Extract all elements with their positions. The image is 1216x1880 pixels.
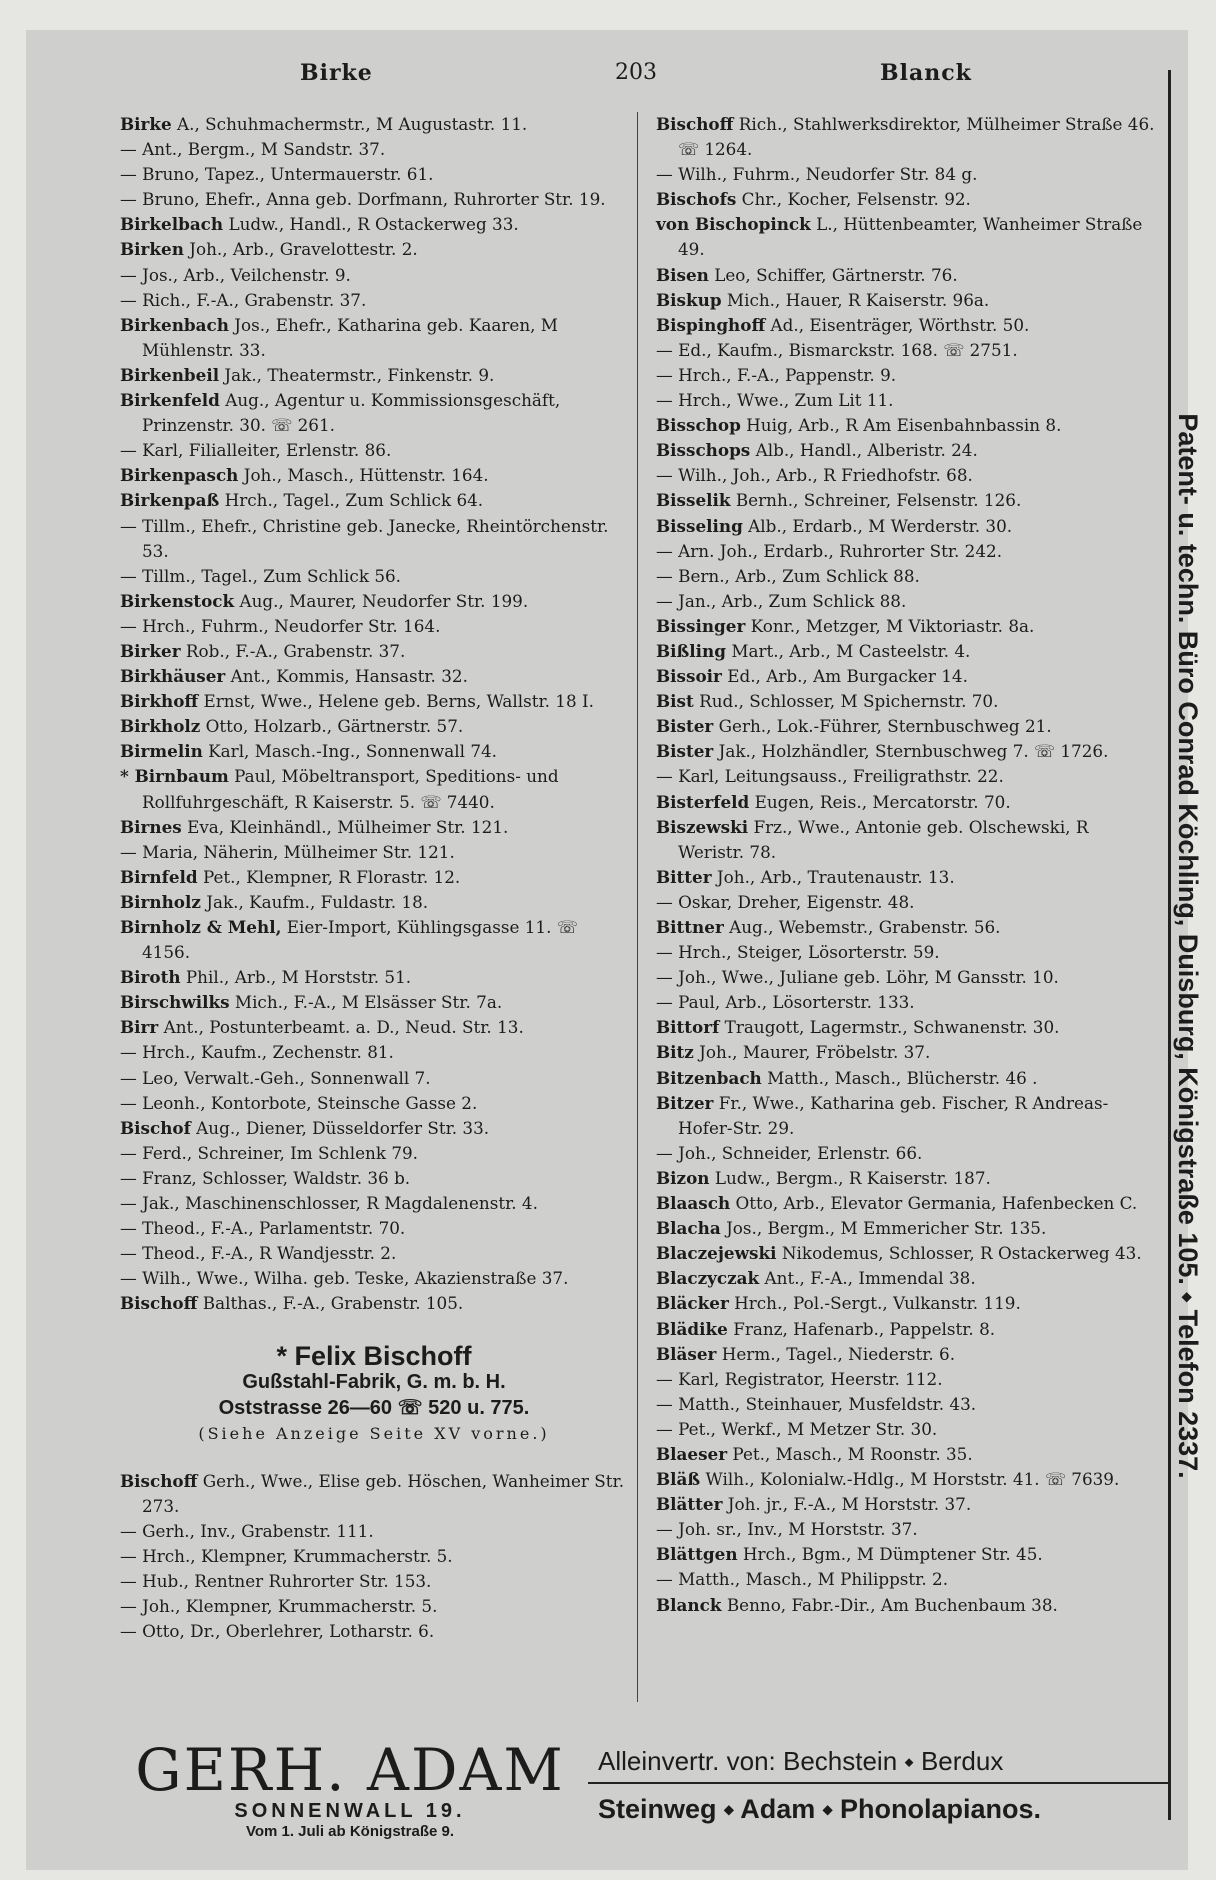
directory-entry (656, 388, 1156, 413)
column-divider (637, 112, 638, 1702)
left-column (120, 112, 628, 1644)
entry-details: — Bruno, Tapez., Untermauerstr. 61. (120, 164, 434, 185)
entry-details: Leo, Schiffer, Gärtnerstr. 76. (708, 264, 958, 285)
entry-details: — Otto, Dr., Oberlehrer, Lotharstr. 6. (120, 1621, 435, 1642)
entry-details: — Leonh., Kontorbote, Steinsche Gasse 2. (120, 1092, 478, 1113)
entry-surname: Birkelbach (120, 214, 224, 235)
entry-surname: Bizon (656, 1167, 710, 1188)
entry-details: — Ant., Bergm., M Sandstr. 37. (120, 139, 386, 160)
entry-details: Paul, Möbeltransport, Speditions- und Rollfuhrgeschäft, R Kaiserstr. 5. ☏ 7440. (142, 766, 559, 812)
directory-entry (656, 1040, 1156, 1065)
entry-details: — Leo, Verwalt.-Geh., Sonnenwall 7. (120, 1067, 431, 1088)
directory-entry (656, 463, 1156, 488)
entry-details: — Joh. sr., Inv., M Horststr. 37. (656, 1519, 918, 1540)
footer-advert (120, 1736, 1160, 1850)
entry-details: Hrch., Bgm., M Dümptener Str. 45. (737, 1544, 1043, 1565)
entry-details: — Hrch., Steiger, Lösorterstr. 59. (656, 942, 940, 963)
entry-details: Mich., F.-A., M Elsässer Str. 7a. (229, 992, 503, 1013)
entry-details: Alb., Handl., Alberistr. 24. (750, 440, 978, 461)
entry-details: Jos., Bergm., M Emmericher Str. 135. (720, 1218, 1047, 1239)
entry-surname: Bisseling (656, 515, 743, 536)
directory-entry (120, 589, 628, 614)
entry-details: Matth., Masch., Blücherstr. 46 . (761, 1067, 1038, 1088)
directory-entry (656, 890, 1156, 915)
advert-name: * Felix Bischoff (276, 1340, 472, 1371)
entry-surname: Bister (656, 716, 714, 737)
footer-address: SONNENWALL 19. (234, 1800, 466, 1822)
directory-entry (656, 1317, 1156, 1342)
directory-entry (120, 815, 628, 840)
entry-surname: Birnholz & Mehl, (120, 917, 282, 937)
entry-surname: Birnes (120, 816, 182, 837)
advert-line4: (Siehe Anzeige Seite XV vorne.) (198, 1423, 550, 1443)
directory-entry (120, 1594, 628, 1619)
entry-details: Benno, Fabr.-Dir., Am Buchenbaum 38. (721, 1594, 1058, 1615)
entry-surname: Biszewski (656, 816, 749, 837)
directory-entry (120, 865, 628, 890)
entry-details: Joh., Arb., Gravelottestr. 2. (183, 239, 418, 260)
directory-entry (120, 564, 628, 589)
directory-entry (656, 514, 1156, 539)
directory-entry (120, 965, 628, 990)
entry-surname: Bischoff (120, 1293, 198, 1314)
entry-details: Joh., Masch., Hüttenstr. 164. (238, 465, 489, 486)
footer-left (120, 1736, 580, 1840)
entry-surname: Bißling (656, 640, 726, 661)
directory-entry (656, 263, 1156, 288)
entry-surname: Bitzer (656, 1092, 714, 1113)
directory-entry (656, 664, 1156, 689)
entry-details: Phil., Arb., M Horststr. 51. (180, 967, 412, 988)
entry-details: — Tillm., Tagel., Zum Schlick 56. (120, 565, 402, 586)
entry-details: — Wilh., Joh., Arb., R Friedhofstr. 68. (656, 465, 973, 486)
entry-surname: Blädike (656, 1318, 728, 1339)
directory-entry (656, 1442, 1156, 1467)
directory-entry (656, 1291, 1156, 1316)
right-column (656, 112, 1156, 1618)
entry-details: Mich., Hauer, R Kaiserstr. 96a. (721, 289, 990, 310)
directory-entry (120, 237, 628, 262)
entry-details: Wilh., Kolonialw.-Hdlg., M Horststr. 41. ☏ 7639. (700, 1469, 1120, 1490)
directory-entry (120, 1241, 628, 1266)
directory-entry (656, 1417, 1156, 1442)
entry-details: Bernh., Schreiner, Felsenstr. 126. (730, 490, 1022, 511)
directory-entry (120, 1141, 628, 1166)
footer-company: GERH. ADAM (135, 1736, 565, 1804)
directory-entry (120, 915, 628, 965)
entry-details: Joh., Arb., Trautenaustr. 13. (711, 866, 955, 887)
entry-details: Frz., Wwe., Antonie geb. Olschewski, R Weristr. 78. (678, 816, 1089, 862)
entry-details: Eva, Kleinhändl., Mülheimer Str. 121. (181, 816, 509, 837)
entry-details: — Gerh., Inv., Grabenstr. 111. (120, 1520, 374, 1541)
directory-entry (656, 739, 1156, 764)
directory-entry (656, 639, 1156, 664)
directory-entry (656, 1467, 1156, 1492)
entry-surname: Birschwilks (120, 992, 230, 1013)
entry-details: — Hub., Rentner Ruhrorter Str. 153. (120, 1570, 432, 1591)
directory-entry (656, 1066, 1156, 1091)
entry-details: Huig, Arb., R Am Eisenbahnbassin 8. (740, 415, 1062, 436)
entry-surname: Bittner (656, 917, 724, 937)
entry-details: — Paul, Arb., Lösorterstr. 133. (656, 992, 915, 1013)
entry-surname: Birkhäuser (120, 666, 226, 687)
entry-details: — Joh., Klempner, Krummacherstr. 5. (120, 1595, 438, 1616)
entry-details: Ad., Eisenträger, Wörthstr. 50. (765, 314, 1030, 335)
directory-entry (120, 990, 628, 1015)
entry-details: Herm., Tagel., Niederstr. 6. (716, 1343, 956, 1364)
entry-details: Alb., Erdarb., M Werderstr. 30. (742, 515, 1013, 536)
directory-entry (120, 1569, 628, 1594)
entry-details: Hrch., Tagel., Zum Schlick 64. (219, 490, 484, 511)
directory-entry (120, 514, 628, 564)
directory-entry (656, 338, 1156, 363)
directory-entry (656, 1593, 1156, 1618)
footer-brands: Steinweg ⬩ Adam ⬩ Phonolapianos. (598, 1794, 1041, 1824)
entry-details: Jak., Theatermstr., Finkenstr. 9. (219, 364, 495, 385)
entry-details: Jos., Ehefr., Katharina geb. Kaaren, M Mühlenstr. 33. (142, 314, 558, 360)
entry-details: — Jos., Arb., Veilchenstr. 9. (120, 264, 351, 285)
directory-entry (656, 539, 1156, 564)
directory-entry (120, 639, 628, 664)
entry-surname: Bläß (656, 1469, 701, 1490)
entry-details: Balthas., F.-A., Grabenstr. 105. (197, 1293, 464, 1314)
directory-entry (656, 1392, 1156, 1417)
entry-surname: Birkenbeil (120, 364, 220, 385)
directory-entry (656, 764, 1156, 789)
entry-details: Ludw., Bergm., R Kaiserstr. 187. (709, 1167, 991, 1188)
entry-surname: Blättgen (656, 1544, 738, 1565)
directory-entry (120, 689, 628, 714)
directory-entry (656, 363, 1156, 388)
entry-details: Fr., Wwe., Katharina geb. Fischer, R Andreas-Hofer-Str. 29. (678, 1092, 1109, 1138)
directory-entry (656, 564, 1156, 589)
entry-surname: Bist (656, 691, 694, 712)
entry-details: — Matth., Masch., M Philippstr. 2. (656, 1569, 949, 1590)
entry-details: Rud., Schlosser, M Spichernstr. 70. (693, 691, 999, 712)
entry-details: Ant., F.-A., Immendal 38. (759, 1268, 976, 1289)
directory-entry (656, 965, 1156, 990)
entry-details: — Joh., Schneider, Erlenstr. 66. (656, 1142, 923, 1163)
entry-details: — Hrch., F.-A., Pappenstr. 9. (656, 364, 897, 385)
directory-entry (656, 1015, 1156, 1040)
entry-surname: Birnfeld (120, 866, 198, 887)
entry-surname: Bispinghoff (656, 314, 766, 335)
entry-details: Otto, Holzarb., Gärtnerstr. 57. (200, 716, 464, 737)
entry-details: Jak., Holzhändler, Sternbuschweg 7. ☏ 1726. (713, 741, 1109, 762)
entry-surname: Bitz (656, 1042, 694, 1063)
entry-details: Konr., Metzger, M Viktoriastr. 8a. (745, 615, 1035, 636)
directory-entry (656, 313, 1156, 338)
directory-entry (656, 1367, 1156, 1392)
entry-surname: Bisschop (656, 415, 741, 436)
directory-entry (120, 187, 628, 212)
entry-details: — Ferd., Schreiner, Im Schlenk 79. (120, 1142, 419, 1163)
left-entries (120, 112, 628, 1317)
directory-entry (120, 363, 628, 388)
entry-details: — Hrch., Klempner, Krummacherstr. 5. (120, 1545, 453, 1566)
entry-details: — Theod., F.-A., Parlamentstr. 70. (120, 1218, 406, 1239)
entry-surname: Blaczejewski (656, 1243, 777, 1264)
entry-details: L., Hüttenbeamter, Wanheimer Straße 49. (678, 214, 1143, 260)
directory-entry (656, 112, 1156, 162)
entry-surname: Biroth (120, 967, 181, 988)
directory-entry (120, 162, 628, 187)
entry-surname: Bläcker (656, 1293, 729, 1314)
directory-entry (656, 614, 1156, 639)
entry-surname: Blacha (656, 1218, 721, 1239)
directory-entry (656, 1492, 1156, 1517)
entry-details: — Maria, Näherin, Mülheimer Str. 121. (120, 841, 455, 862)
directory-entry (120, 1519, 628, 1544)
directory-entry (120, 1040, 628, 1065)
directory-entry (120, 263, 628, 288)
directory-entry (120, 1266, 628, 1291)
directory-entry (656, 1141, 1156, 1166)
directory-entry (120, 1166, 628, 1191)
entry-surname: Bischof (120, 1117, 191, 1138)
left-entries-2 (120, 1469, 628, 1645)
entry-surname: Birken (120, 239, 184, 260)
directory-entry (656, 990, 1156, 1015)
directory-entry (120, 1469, 628, 1519)
directory-entry (656, 1166, 1156, 1191)
entry-details: — Franz, Schlosser, Waldstr. 36 b. (120, 1167, 411, 1188)
entry-details: Franz, Hafenarb., Pappelstr. 8. (727, 1318, 996, 1339)
running-head-right: Blanck (880, 60, 972, 86)
directory-entry (120, 714, 628, 739)
entry-details: Karl, Masch.-Ing., Sonnenwall 74. (202, 741, 498, 762)
entry-details: — Karl, Registrator, Heerstr. 112. (656, 1368, 943, 1389)
entry-details: Otto, Arb., Elevator Germania, Hafenbecken C. (730, 1193, 1138, 1214)
entry-surname: Bisselik (656, 490, 731, 511)
directory-entry (656, 815, 1156, 865)
entry-surname: Blaasch (656, 1193, 731, 1214)
directory-entry (656, 589, 1156, 614)
directory-entry (120, 1066, 628, 1091)
directory-entry (120, 388, 628, 438)
directory-entry (656, 1342, 1156, 1367)
entry-surname: Bisterfeld (656, 791, 750, 812)
directory-entry (120, 488, 628, 513)
directory-entry (120, 463, 628, 488)
directory-entry (656, 1542, 1156, 1567)
entry-details: Pet., Klempner, R Florastr. 12. (197, 866, 461, 887)
directory-entry (656, 689, 1156, 714)
sidebar-advert (1168, 70, 1202, 1820)
entry-surname: Birker (120, 640, 181, 661)
entry-surname: Bitter (656, 866, 712, 887)
directory-entry (656, 714, 1156, 739)
directory-entry (656, 1191, 1156, 1216)
directory-entry (120, 1091, 628, 1116)
entry-surname: Bitzenbach (656, 1067, 762, 1088)
directory-entry (120, 664, 628, 689)
entry-surname: Birkenstock (120, 590, 235, 611)
entry-details: — Oskar, Dreher, Eigenstr. 48. (656, 891, 915, 912)
entry-details: Eier-Import, Kühlingsgasse 11. ☏ 4156. (142, 917, 578, 963)
entry-details: — Hrch., Kaufm., Zechenstr. 81. (120, 1042, 394, 1063)
directory-entry (120, 840, 628, 865)
entry-details: Hrch., Pol.-Sergt., Vulkanstr. 119. (728, 1293, 1021, 1314)
entry-details: — Wilh., Wwe., Wilha. geb. Teske, Akazienstraße 37. (120, 1268, 569, 1289)
directory-entry (120, 1116, 628, 1141)
entry-surname: Bischoff (656, 114, 734, 134)
entry-details: — Matth., Steinhauer, Musfeldstr. 43. (656, 1393, 977, 1414)
running-head-left: Birke (300, 60, 373, 86)
entry-surname: Birr (120, 1017, 159, 1038)
footer-right (588, 1740, 1168, 1834)
directory-entry (120, 614, 628, 639)
page-number: 203 (615, 60, 657, 85)
entry-details: Rich., Stahlwerksdirektor, Mülheimer Straße 46. ☏ 1264. (678, 114, 1155, 160)
directory-entry (656, 413, 1156, 438)
directory-entry (120, 1291, 628, 1316)
directory-entry (656, 1091, 1156, 1141)
entry-details: Ernst, Wwe., Helene geb. Berns, Wallstr. 18 I. (198, 691, 594, 712)
footer-representation: Alleinvertr. von: Bechstein ⬩ Berdux (588, 1740, 1168, 1784)
entry-surname: Birke (120, 114, 172, 134)
directory-entry (120, 1544, 628, 1569)
entry-details: — Bruno, Ehefr., Anna geb. Dorfmann, Ruhrorter Str. 19. (120, 189, 606, 210)
directory-entry (656, 488, 1156, 513)
directory-entry (656, 212, 1156, 262)
entry-surname: Bittorf (656, 1017, 720, 1038)
entry-surname: Bischoff (120, 1470, 198, 1491)
entry-surname: Blaczyczak (656, 1268, 760, 1289)
entry-surname: Birkenfeld (120, 390, 220, 411)
directory-entry (656, 940, 1156, 965)
entry-surname: Blätter (656, 1494, 723, 1515)
advert-felix-bischoff (120, 1340, 628, 1447)
entry-details: Gerh., Lok.-Führer, Sternbuschweg 21. (713, 716, 1052, 737)
directory-entry (120, 764, 628, 814)
entry-details: Ant., Postunterbeamt. a. D., Neud. Str. 13. (158, 1017, 524, 1038)
entry-details: Aug., Agentur u. Kommissionsgeschäft, Prinzenstr. 30. ☏ 261. (142, 390, 561, 436)
entry-details: — Karl, Filialleiter, Erlenstr. 86. (120, 440, 392, 461)
entry-surname: * Birnbaum (120, 766, 229, 787)
entry-details: — Jan., Arb., Zum Schlick 88. (656, 590, 907, 611)
entry-details: — Jak., Maschinenschlosser, R Magdalenenstr. 4. (120, 1193, 538, 1214)
directory-entry (656, 1266, 1156, 1291)
entry-details: — Karl, Leitungsauss., Freiligrathstr. 22. (656, 766, 1004, 787)
advert-line3: Oststrasse 26—60 ☏ 520 u. 775. (218, 1396, 530, 1419)
entry-surname: Bister (656, 741, 714, 762)
entry-surname: Birkenpaß (120, 490, 220, 511)
entry-surname: Bläser (656, 1343, 717, 1364)
directory-entry (120, 739, 628, 764)
directory-entry (656, 1517, 1156, 1542)
directory-entry (656, 915, 1156, 940)
entry-details: — Rich., F.-A., Grabenstr. 37. (120, 289, 367, 310)
entry-details: — Arn. Joh., Erdarb., Ruhrorter Str. 242. (656, 540, 1003, 561)
entry-surname: Bissinger (656, 615, 746, 636)
entry-surname: Biskup (656, 289, 722, 310)
entry-details: Chr., Kocher, Felsenstr. 92. (736, 189, 971, 210)
entry-details: — Hrch., Wwe., Zum Lit 11. (656, 390, 894, 411)
entry-surname: Blaeser (656, 1443, 728, 1464)
entry-surname: Birmelin (120, 741, 203, 762)
directory-entry (656, 288, 1156, 313)
entry-details: Rob., F.-A., Grabenstr. 37. (180, 640, 406, 661)
advert-line2: Gußstahl-Fabrik, G. m. b. H. (242, 1370, 506, 1393)
directory-entry (120, 1619, 628, 1644)
directory-entry (656, 865, 1156, 890)
entry-details: Ludw., Handl., R Ostackerweg 33. (223, 214, 519, 235)
entry-details: Mart., Arb., M Casteelstr. 4. (726, 640, 971, 661)
directory-entry (656, 187, 1156, 212)
directory-entry (120, 438, 628, 463)
entry-details: — Tillm., Ehefr., Christine geb. Janecke, Rheintörchenstr. 53. (120, 515, 609, 561)
entry-surname: Birkhoff (120, 691, 199, 712)
directory-entry (120, 1191, 628, 1216)
entry-surname: Bissoir (656, 666, 722, 687)
entry-details: Pet., Masch., M Roonstr. 35. (727, 1443, 973, 1464)
entry-surname: Birnholz (120, 891, 201, 912)
right-entries (656, 112, 1156, 1618)
entry-details: — Wilh., Fuhrm., Neudorfer Str. 84 g. (656, 164, 978, 185)
entry-surname: von Bischopinck (656, 214, 811, 235)
directory-entry (120, 313, 628, 363)
entry-details: Joh. jr., F.-A., M Horststr. 37. (722, 1494, 972, 1515)
entry-details: — Joh., Wwe., Juliane geb. Löhr, M Gansstr. 10. (656, 967, 1059, 988)
entry-surname: Bischofs (656, 189, 737, 210)
entry-details: Aug., Diener, Düsseldorfer Str. 33. (190, 1117, 490, 1138)
entry-details: Jak., Kaufm., Fuldastr. 18. (200, 891, 429, 912)
entry-details: Nikodemus, Schlosser, R Ostackerweg 43. (776, 1243, 1142, 1264)
directory-entry (120, 137, 628, 162)
entry-details: Ed., Arb., Am Burgacker 14. (721, 666, 968, 687)
directory-entry (656, 1567, 1156, 1592)
entry-surname: Bisschops (656, 440, 751, 461)
directory-entry (120, 112, 628, 137)
directory-entry (656, 438, 1156, 463)
entry-details: Joh., Maurer, Fröbelstr. 37. (693, 1042, 931, 1063)
entry-details: Aug., Maurer, Neudorfer Str. 199. (234, 590, 529, 611)
directory-entry (656, 1216, 1156, 1241)
directory-entry (656, 1241, 1156, 1266)
directory-entry (120, 212, 628, 237)
entry-details: Gerh., Wwe., Elise geb. Höschen, Wanheimer Str. 273. (142, 1470, 625, 1516)
entry-details: — Theod., F.-A., R Wandjesstr. 2. (120, 1243, 397, 1264)
entry-details: Eugen, Reis., Mercatorstr. 70. (749, 791, 1011, 812)
entry-surname: Birkholz (120, 716, 201, 737)
directory-entry (120, 1216, 628, 1241)
footer-date-note: Vom 1. Juli ab Königstraße 9. (245, 1823, 455, 1840)
entry-details: — Pet., Werkf., M Metzer Str. 30. (656, 1418, 938, 1439)
entry-details: A., Schuhmachermstr., M Augustastr. 11. (171, 114, 528, 134)
directory-entry (656, 162, 1156, 187)
entry-surname: Birkenpasch (120, 465, 239, 486)
entry-surname: Blanck (656, 1594, 722, 1615)
entry-surname: Bisen (656, 264, 709, 285)
entry-details: — Bern., Arb., Zum Schlick 88. (656, 565, 920, 586)
entry-details: Aug., Webemstr., Grabenstr. 56. (723, 917, 1001, 937)
entry-surname: Birkenbach (120, 314, 229, 335)
directory-entry (656, 790, 1156, 815)
directory-entry (120, 288, 628, 313)
entry-details: Ant., Kommis, Hansastr. 32. (225, 666, 468, 687)
entry-details: Traugott, Lagermstr., Schwanenstr. 30. (719, 1017, 1060, 1038)
sidebar-advert-text: Patent- u. techn. Büro Conrad Köchling, Duisburg, Königstraße 105. ⬩ Telefon 2337. (1173, 413, 1203, 1479)
directory-entry (120, 1015, 628, 1040)
entry-details: — Ed., Kaufm., Bismarckstr. 168. ☏ 2751. (656, 339, 1018, 360)
entry-details: — Hrch., Fuhrm., Neudorfer Str. 164. (120, 615, 441, 636)
directory-entry (120, 890, 628, 915)
